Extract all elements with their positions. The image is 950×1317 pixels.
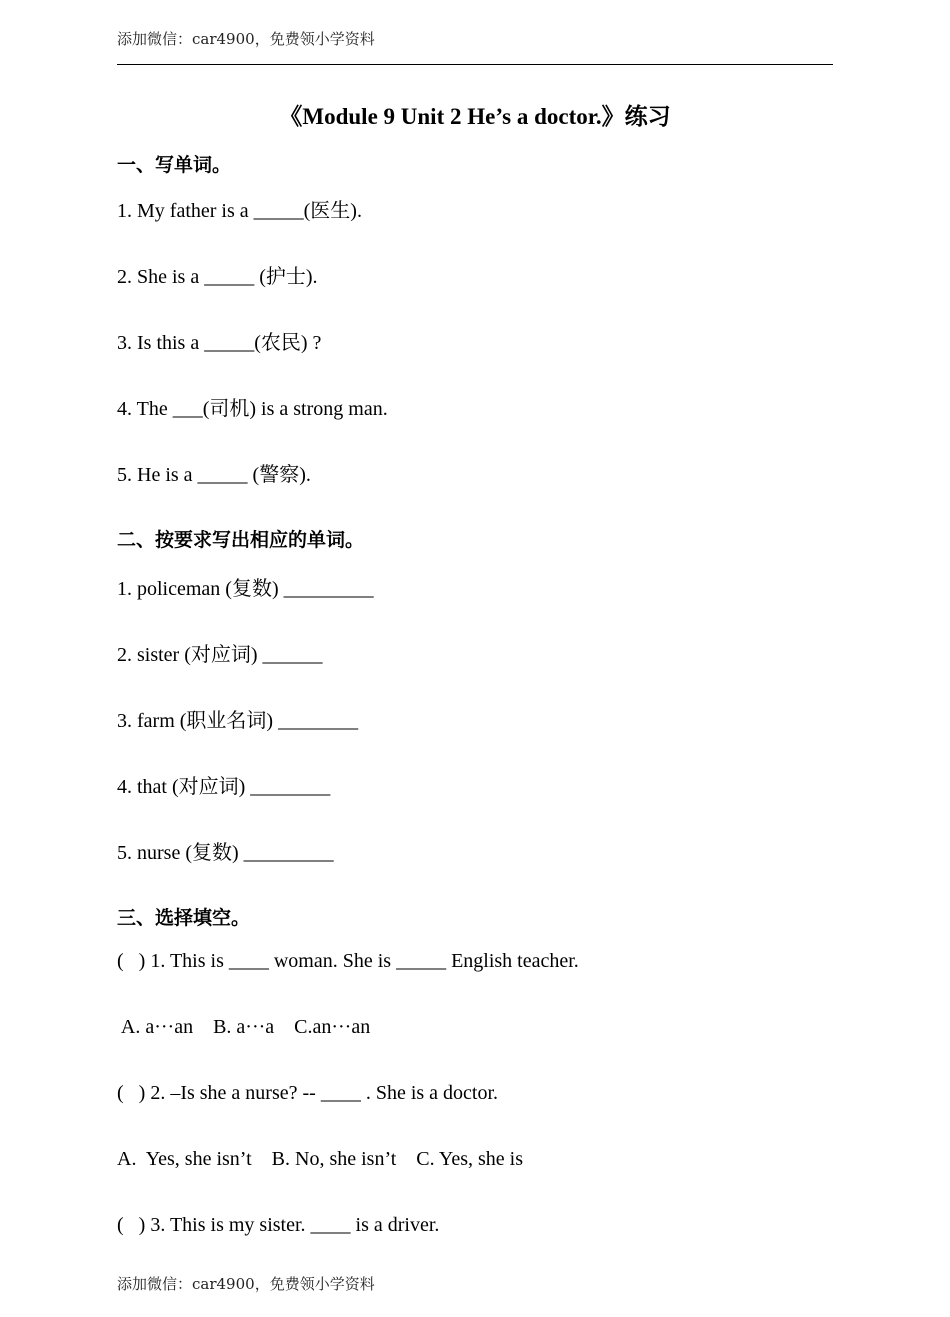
section-1-item-5: 5. He is a _____ (警察).: [117, 464, 311, 486]
section-3-question-3: ( ) 3. This is my sister. ____ is a driver.: [117, 1214, 440, 1236]
section-2-item-3: 3. farm (职业名词) ________: [117, 710, 359, 732]
section-2-item-1: 1. policeman (复数) _________: [117, 578, 374, 600]
section-2-item-2: 2. sister (对应词) ______: [117, 644, 323, 666]
section-3-title: 三、选择填空。: [117, 907, 251, 929]
section-3-question-2-options: A. Yes, she isn’t B. No, she isn’t C. Yes, she is: [117, 1148, 523, 1170]
header-divider: [117, 64, 833, 65]
section-1-title: 一、写单词。: [117, 154, 232, 176]
footer-note: 添加微信：car4900，免费领小学资料: [117, 1275, 375, 1293]
section-1-item-4: 4. The ___(司机) is a strong man.: [117, 398, 388, 420]
section-3-question-2: ( ) 2. –Is she a nurse? -- ____ . She is a doctor.: [117, 1082, 499, 1104]
section-1-item-1: 1. My father is a _____(医生).: [117, 200, 362, 222]
page-title: 《Module 9 Unit 2 He’s a doctor.》练习: [279, 104, 671, 129]
section-1-item-3: 3. Is this a _____(农民) ?: [117, 332, 322, 354]
section-2-title: 二、按要求写出相应的单词。: [117, 529, 365, 551]
section-3-question-1-options: A. a···an B. a···a C.an···an: [117, 1016, 371, 1038]
section-1-item-2: 2. She is a _____ (护士).: [117, 266, 318, 288]
header-note: 添加微信：car4900，免费领小学资料: [117, 30, 375, 48]
section-2-item-4: 4. that (对应词) ________: [117, 776, 331, 798]
section-3-question-1: ( ) 1. This is ____ woman. She is _____ English teacher.: [117, 950, 579, 972]
section-2-item-5: 5. nurse (复数) _________: [117, 842, 334, 864]
